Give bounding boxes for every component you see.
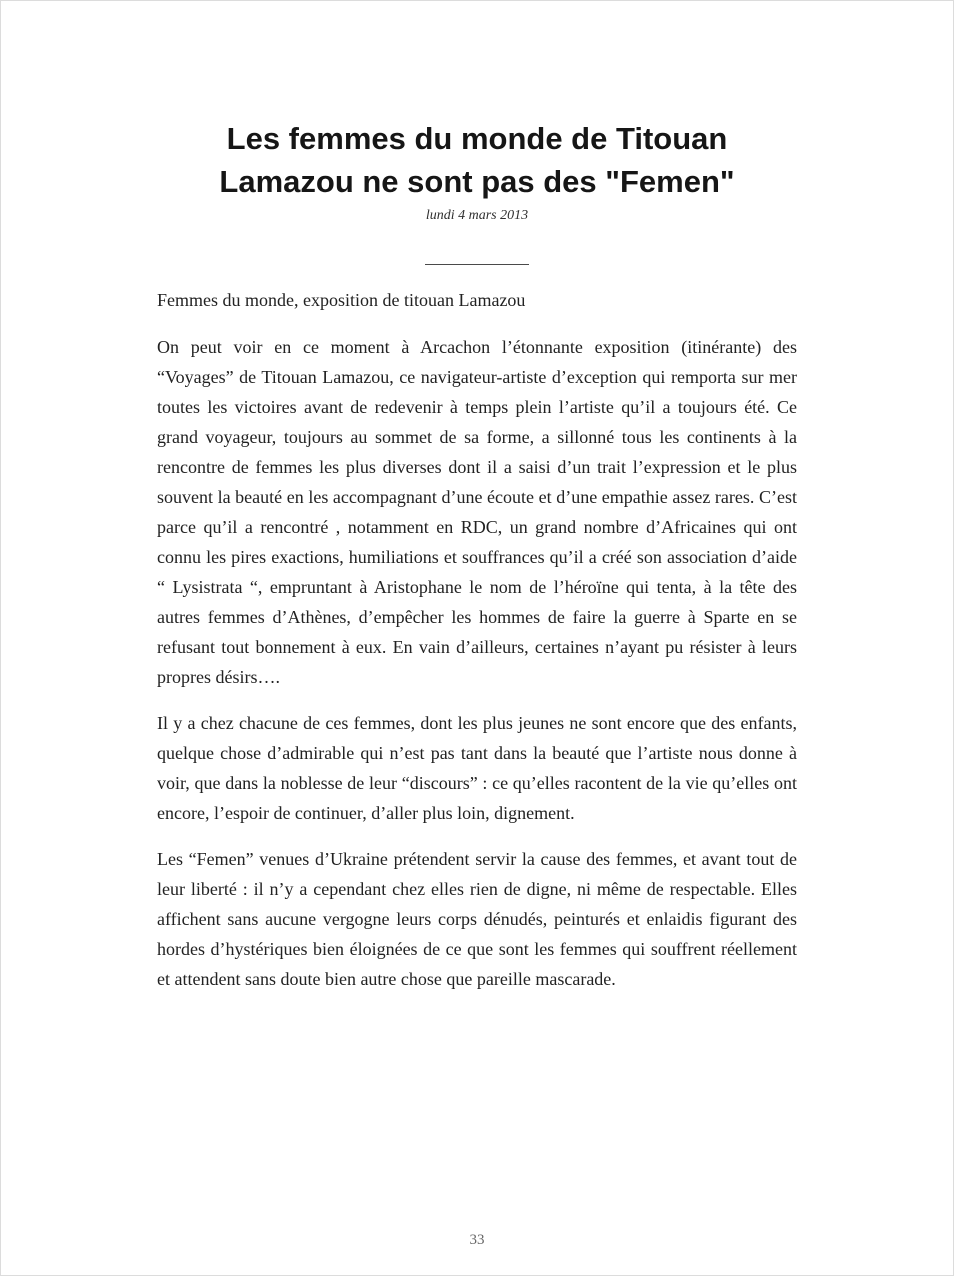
article-paragraph-2: Il y a chez chacune de ces femmes, dont les plus jeunes ne sont encore que des enfants, quelque chose d’admirable qui n’est pas tant dans la beauté que l’artiste nous donne à voir, que dans la noblesse de leur “discours” : ce qu’elles racontent de la vie qu’elles ont encore, l’espoir de continuer, d’aller plus loin, dignement. — [157, 713, 797, 823]
article-body — [157, 285, 797, 994]
page-footer — [1, 1231, 953, 1249]
article-date: lundi 4 mars 2013 — [425, 208, 529, 223]
section-divider — [425, 264, 529, 265]
article-paragraph-1: On peut voir en ce moment à Arcachon l’étonnante exposition (itinérante) des “Voyages” de Titouan Lamazou, ce navigateur-artiste d’exception qui remporta sur mer toutes les victoires avant de redevenir à temps plein l’artiste qu’il a toujours été. Ce grand voyageur, toujours au sommet de sa forme, a sillonné tous les continents à la rencontre de femmes les plus diverses dont il a saisi d’un trait l’expression et le plus souvent la beauté en les accompagnant d’une écoute et d’une empathie assez rares. C’est parce qu’il a rencontré , notamment en RDC, un grand nombre d’Africaines qui ont connu les pires exactions, humiliations et souffrances qu’il a créé son association d’aide “ Lysistrata “, empruntant à Aristophane le nom de l’héroïne qui tenta, à la tête des autres femmes d’Athènes, d’empêcher les hommes de faire la guerre à Sparte en se refusant tout bonnement à eux. En vain d’ailleurs, certaines n’ayant pu résister à leurs propres désirs…. — [157, 337, 797, 687]
article-paragraph-3: Les “Femen” venues d’Ukraine prétendent servir la cause des femmes, et avant tout de leur liberté : il n’y a cependant chez elles rien de digne, ni même de respectable. Elles affichent sans aucune vergogne leurs corps dénudés, peinturés et enlaidis figurant des hordes d’hystériques bien éloignées de ce que sont les femmes qui souffrent réellement et attendent sans doute bien autre chose que pareille mascarade. — [157, 849, 797, 989]
article-lead-line: Femmes du monde, exposition de titouan Lamazou — [157, 290, 526, 310]
article-title: Les femmes du monde de Titouan Lamazou ne sont pas des "Femen" — [219, 121, 735, 199]
page-number: 33 — [469, 1232, 485, 1248]
article-header — [1, 1, 953, 224]
